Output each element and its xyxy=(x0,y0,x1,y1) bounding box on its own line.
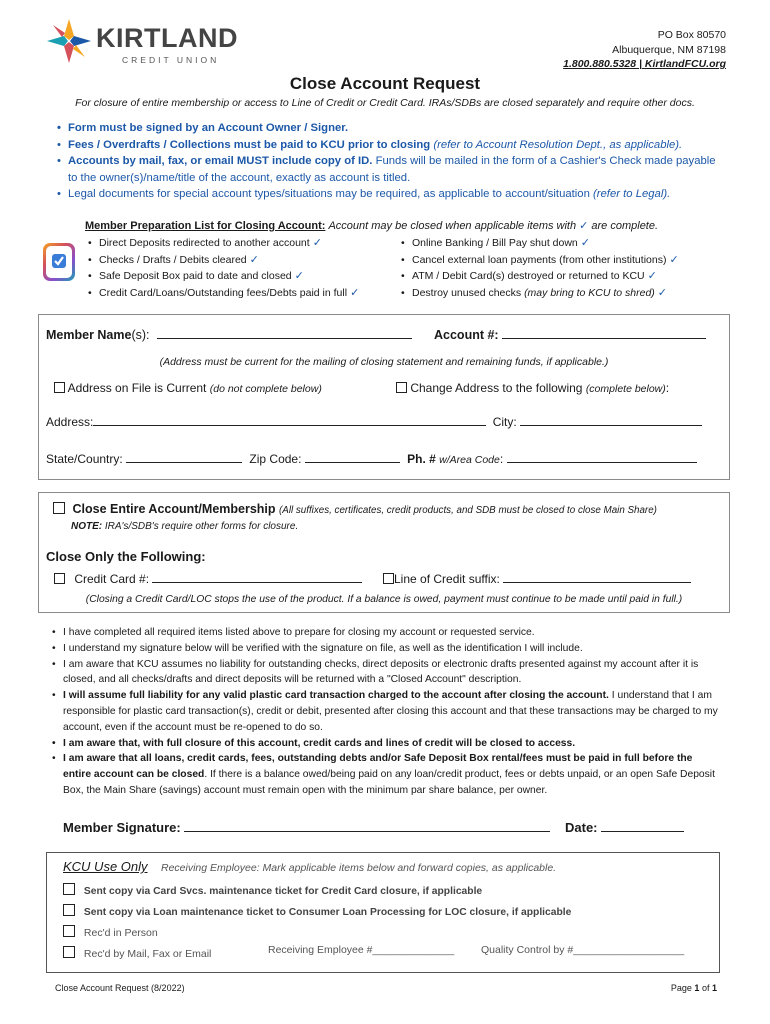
loc-field[interactable] xyxy=(503,582,691,583)
phone-link[interactable]: 1.800.880.5328 xyxy=(563,58,637,70)
date-label: Date: xyxy=(565,820,598,835)
zip-field[interactable] xyxy=(305,462,400,463)
prep-list-left xyxy=(86,235,396,301)
checkmark-icon: ✓ xyxy=(350,285,360,299)
signature-field[interactable] xyxy=(184,831,550,832)
loc-option[interactable]: Line of Credit suffix: xyxy=(383,572,691,586)
credit-card-checkbox[interactable] xyxy=(54,573,65,584)
checkmark-icon: ✓ xyxy=(669,252,679,266)
ack-item: • I am aware that all loans, credit cards, fees, outstanding debts and/or Safe Deposit Box rental/fees must be paid in full before the entire account can be closed. If there is a balance owed/being paid on any loan/credit product, fees or debts unpaid, or an open Safe Deposit Box, the Main Share (savings) account must remain open with the minimum par share balance, per owner. xyxy=(50,751,722,798)
account-number-field[interactable] xyxy=(502,338,706,339)
ack-item: • I will assume full liability for any valid plastic card transaction charged to the account after closing the account. I understand that I am responsible for plastic card transaction(s), credit or debit, presented after closing this account and that these transactions may be charged to my account, even if the account must be re-opened to do so. xyxy=(50,688,722,735)
kcu-heading: KCU Use Only xyxy=(63,859,148,874)
date-row xyxy=(565,820,684,835)
close-entire-checkbox[interactable] xyxy=(53,502,65,514)
loc-checkbox[interactable] xyxy=(383,573,394,584)
checkmark-icon: ✓ xyxy=(657,285,667,299)
ack-item: • I am aware that KCU assumes no liability for outstanding checks, direct deposits or electronic drafts presented against my account after it is closed, and all checks/drafts and direct deposits will be returned with a "Closed Account" description. xyxy=(50,657,722,689)
city-label: City: xyxy=(492,415,517,429)
ack-item: • I understand my signature below will be verified with the signature on file, as well as the identification I will include. xyxy=(50,641,722,657)
page-title: Close Account Request xyxy=(289,74,481,93)
prep-item: • Destroy unused checks (may bring to KCU to shred) ✓ xyxy=(399,285,729,302)
ack-item: • I have completed all required items listed above to prepare for closing my account or requested service. xyxy=(50,625,722,641)
address-row xyxy=(46,415,702,429)
website-link[interactable]: KirtlandFCU.org xyxy=(644,58,726,70)
city-field[interactable] xyxy=(520,425,702,426)
state-row: State/Country: Zip Code: Ph. # w/Area Code: xyxy=(46,452,697,466)
quality-control-field[interactable]: ___________________ xyxy=(573,944,685,956)
contact-block xyxy=(563,28,726,72)
state-label: State/Country: xyxy=(46,452,123,466)
acknowledgement-list xyxy=(50,625,722,799)
prep-heading-row xyxy=(85,219,658,232)
receiving-employee-field[interactable]: ______________ xyxy=(372,944,455,956)
closure-note: NOTE: IRA's/SDB's require other forms for closure. xyxy=(71,521,299,532)
kcu-item-in-person[interactable]: Rec'd in Person xyxy=(63,925,158,939)
logo xyxy=(44,14,244,66)
address-current-option[interactable]: Address on File is Current (do not complete below) xyxy=(54,381,322,395)
ack-item: • I am aware that, with full closure of this account, credit cards and lines of credit will be closed to access. xyxy=(50,736,722,752)
account-number-row xyxy=(434,328,706,342)
page-number: Page 1 of 1 xyxy=(670,983,717,993)
closing-note: (Closing a Credit Card/LOC stops the use of the product. If a balance is owed, payment must continue to be made until paid in full.) xyxy=(85,594,683,605)
credit-card-option[interactable]: Credit Card #: xyxy=(54,572,362,586)
account-number-label: Account #: xyxy=(434,328,499,342)
address-note: (Address must be current for the mailing of closing statement and remaining funds, if applicable.) xyxy=(159,356,609,368)
prep-item: • Direct Deposits redirected to another account ✓ xyxy=(86,235,396,252)
signature-label: Member Signature: xyxy=(63,820,181,835)
form-id: Close Account Request (8/2022) xyxy=(55,983,185,993)
close-entire-option[interactable]: Close Entire Account/Membership (All suffixes, certificates, credit products, and SDB must be closed to close Main Share) xyxy=(53,502,657,516)
contact-line: 1.800.880.5328 | KirtlandFCU.org xyxy=(563,58,726,70)
change-address-option[interactable]: Change Address to the following (complete below): xyxy=(396,381,669,395)
kcu-item-card[interactable]: Sent copy via Card Svcs. maintenance ticket for Credit Card closure, if applicable xyxy=(63,883,482,897)
close-only-heading: Close Only the Following: xyxy=(46,549,206,564)
signature-row xyxy=(63,820,550,835)
brand-name: KIRTLAND xyxy=(96,23,238,53)
checkmark-icon: ✓ xyxy=(294,269,304,282)
prep-note: Account may be closed when applicable items with ✓ are complete. xyxy=(328,219,659,232)
zip-label: Zip Code: xyxy=(249,452,302,466)
prep-item: • Credit Card/Loans/Outstanding fees/Debts paid in full ✓ xyxy=(86,285,396,302)
prep-item: • Safe Deposit Box paid to date and closed ✓ xyxy=(86,268,396,285)
state-field[interactable] xyxy=(126,462,242,463)
kcu-instruction: Receiving Employee: Mark applicable items below and forward copies, as applicable. xyxy=(160,862,557,874)
date-field[interactable] xyxy=(601,831,684,832)
brand-subtitle: CREDIT UNION xyxy=(122,55,220,65)
checkmark-icon: ✓ xyxy=(579,219,589,232)
member-name-label: Member Name xyxy=(46,328,132,342)
requirement-item: • Form must be signed by an Account Owner / Signer. xyxy=(55,120,725,137)
credit-card-field[interactable] xyxy=(152,582,362,583)
kcu-loan-checkbox[interactable] xyxy=(63,904,75,916)
kcu-item-loan[interactable]: Sent copy via Loan maintenance ticket to Consumer Loan Processing for LOC closure, if applicable xyxy=(63,904,571,918)
quality-control-row: Quality Control by #___________________ xyxy=(481,944,685,956)
address-current-checkbox[interactable] xyxy=(54,382,65,393)
receiving-employee-row: Receiving Employee #______________ xyxy=(268,944,455,956)
member-name-field[interactable] xyxy=(157,338,412,339)
prep-list-right xyxy=(399,235,729,301)
prep-item: • Online Banking / Bill Pay shut down ✓ xyxy=(399,235,729,252)
prep-item: • Checks / Drafts / Debits cleared ✓ xyxy=(86,252,396,269)
form-subtitle: For closure of entire membership or access to Line of Credit or Credit Card. IRAs/SDBs are closed separately and require other docs. xyxy=(75,97,695,109)
address-label: Address: xyxy=(46,415,94,429)
address-field[interactable] xyxy=(93,425,486,426)
kirtland-star-logo-icon xyxy=(44,16,94,66)
checkmark-icon: ✓ xyxy=(647,269,657,282)
kcu-item-mail[interactable]: Rec'd by Mail, Fax or Email xyxy=(63,946,211,960)
kcu-in-person-checkbox[interactable] xyxy=(63,925,75,937)
checkmark-icon: ✓ xyxy=(249,252,259,266)
address-line-2: Albuquerque, NM 87198 xyxy=(612,43,726,56)
checkmark-icon: ✓ xyxy=(312,236,322,249)
requirement-item: • Fees / Overdrafts / Collections must be paid to KCU prior to closing (refer to Account Resolution Dept., as applicable). xyxy=(55,137,725,154)
requirement-item: • Accounts by mail, fax, or email MUST include copy of ID. Funds will be mailed in the form of a Cashier's Check made payable to the owner(s)/name/title of the account, exactly as account is titled. xyxy=(55,153,725,186)
requirement-item: • Legal documents for special account types/situations may be required, as applicable to account/situation (refer to Legal). xyxy=(55,186,725,203)
kcu-card-checkbox[interactable] xyxy=(63,883,75,895)
requirements-list xyxy=(55,120,725,203)
address-line-1: PO Box 80570 xyxy=(657,29,726,41)
checklist-icon xyxy=(43,243,75,281)
change-address-checkbox[interactable] xyxy=(396,382,407,393)
phone-field[interactable] xyxy=(507,462,697,463)
prep-heading: Member Preparation List for Closing Account: xyxy=(85,220,326,232)
prep-item: • Cancel external loan payments (from other institutions) ✓ xyxy=(399,252,729,269)
kcu-mail-checkbox[interactable] xyxy=(63,946,75,958)
prep-item: • ATM / Debit Card(s) destroyed or returned to KCU ✓ xyxy=(399,268,729,285)
kcu-heading-row xyxy=(63,858,556,876)
phone-label: Ph. # xyxy=(407,452,436,466)
checkmark-icon: ✓ xyxy=(580,236,590,249)
member-name-row: Member Name(s): xyxy=(46,328,412,342)
